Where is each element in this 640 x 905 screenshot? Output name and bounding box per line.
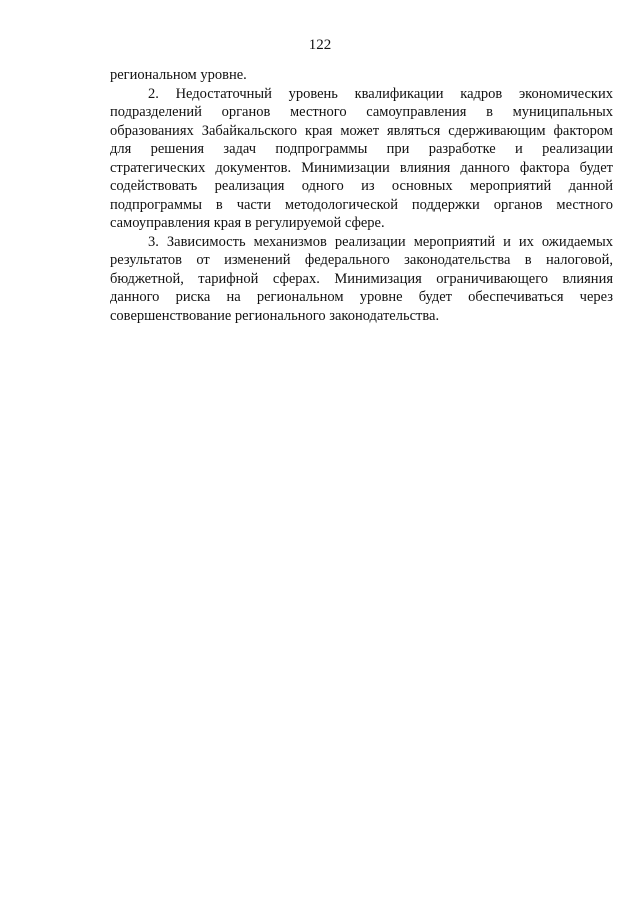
text-line: результатов от изменений федерального законодательства в налоговой,	[110, 252, 613, 268]
text-line: совершенствование регионального законодательства.	[110, 307, 440, 324]
text-line: для решения задач подпрограммы при разработке и реализации	[110, 141, 613, 157]
text-line: 3. Зависимость механизмов реализации мероприятий и их ожидаемых	[148, 233, 613, 250]
text-line: образованиях Забайкальского края может являться сдерживающим фактором	[110, 122, 613, 139]
text-line: подразделений органов местного самоуправления в муниципальных	[110, 104, 613, 120]
text-line: стратегических документов. Минимизации влияния данного фактора будет	[110, 159, 613, 176]
text-line: бюджетной, тарифной сферах. Минимизация ограничивающего влияния	[110, 270, 613, 287]
text-line: самоуправления края в регулируемой сфере.	[110, 215, 385, 231]
text-line: 2. Недостаточный уровень квалификации кадров экономических	[148, 85, 613, 102]
text-line: региональном уровне.	[110, 67, 247, 83]
text-line: содействовать реализация одного из основных мероприятий данной	[110, 178, 613, 194]
page-number: 122	[308, 37, 332, 53]
body-text	[110, 66, 613, 325]
text-line: подпрограммы в части методологической поддержки органов местного	[110, 196, 613, 213]
text-line: данного риска на региональном уровне будет обеспечиваться через	[110, 289, 613, 305]
